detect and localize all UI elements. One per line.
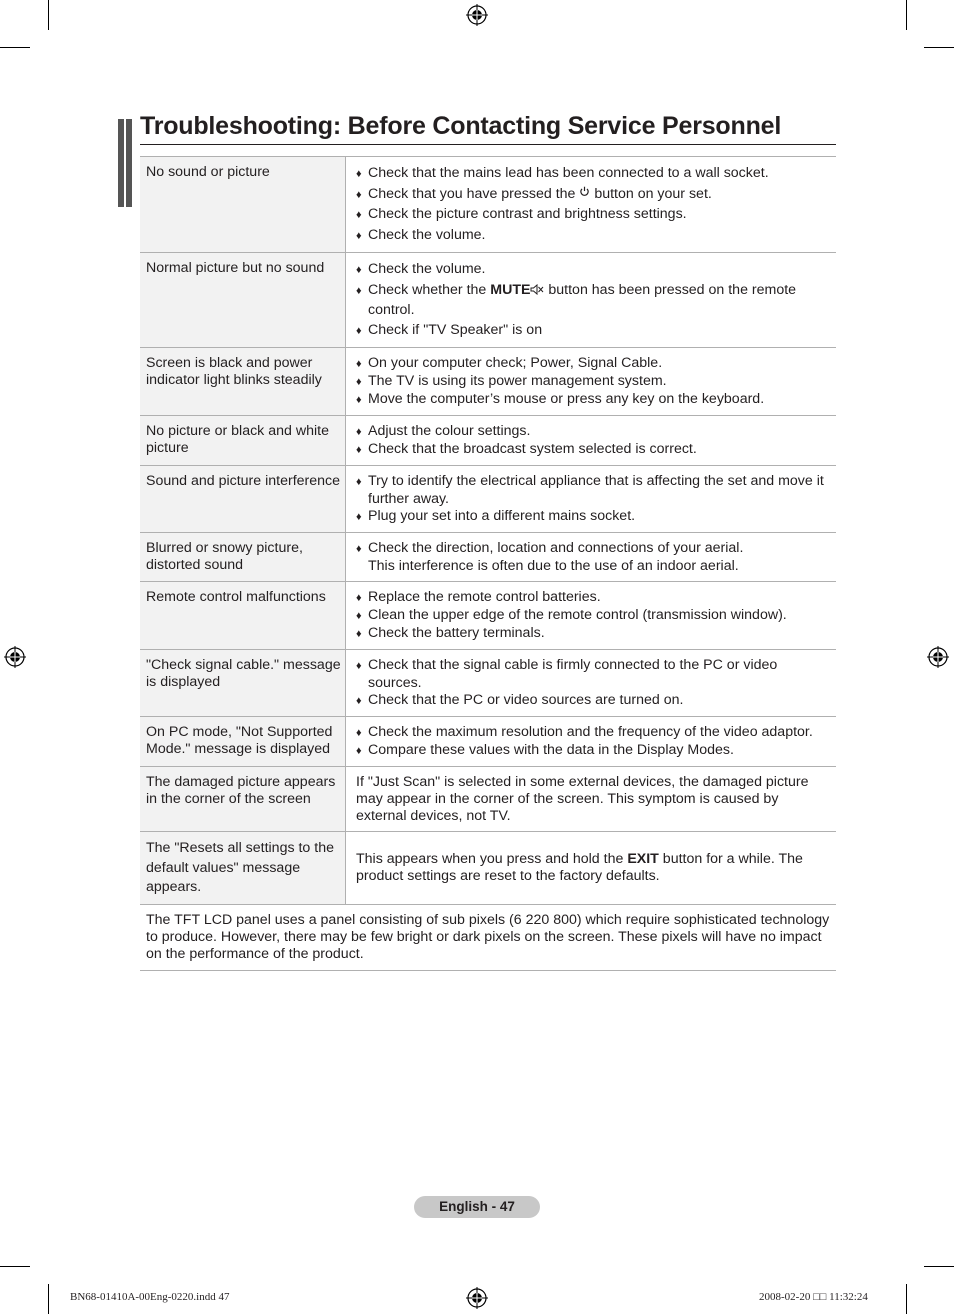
solution-item: ♦ Check the volume. — [356, 260, 832, 281]
title-accent-bar — [118, 119, 124, 207]
table-row — [140, 832, 836, 905]
problem-cell: The "Resets all settings to the default values" message appears. — [140, 832, 346, 905]
slug-timestamp: 2008-02-20 □□ 11:32:24 — [759, 1291, 868, 1303]
crop-mark — [906, 0, 907, 30]
table-row — [140, 157, 836, 253]
solution-item: ♦ Clean the upper edge of the remote control (transmission window). — [356, 607, 832, 625]
problem-cell: Sound and picture interference — [140, 466, 346, 533]
solution-cell — [346, 157, 837, 253]
table-row — [140, 767, 836, 832]
page-number-label: English - 47 — [414, 1196, 540, 1218]
mute-label: MUTE — [490, 281, 531, 298]
solution-item: ♦ Check that the broadcast system selected is correct. — [356, 441, 832, 459]
table-row — [140, 466, 836, 533]
problem-cell: The damaged picture appears in the corner of the screen — [140, 767, 346, 832]
solution-item: ♦ Check that the PC or video sources are turned on. — [356, 692, 832, 710]
solution-item: ♦ Check that you have pressed the button on your set. — [356, 185, 832, 206]
problem-cell: Remote control malfunctions — [140, 582, 346, 650]
solution-item: ♦ Check that the signal cable is firmly connected to the PC or video sources. — [356, 657, 832, 692]
table-row — [140, 650, 836, 717]
panel-note: The TFT LCD panel uses a panel consisting of sub pixels (6 220 800) which require sophisticated technology to produce. However, there may be few bright or dark pixels on the screen. These pixels will have no impact on the performance of the product. — [140, 904, 836, 970]
table-row — [140, 904, 836, 970]
solution-cell: If "Just Scan" is selected in some external devices, the damaged picture may appear in the corner of the screen. This symptom is caused by external devices, not TV. — [346, 767, 837, 832]
exit-label: EXIT — [627, 851, 659, 868]
crop-mark — [48, 0, 49, 30]
crop-mark — [924, 1266, 954, 1267]
crop-mark — [906, 1284, 907, 1314]
problem-cell: No sound or picture — [140, 157, 346, 253]
solution-cell — [346, 582, 837, 650]
solution-item: ♦ Check the battery terminals. — [356, 625, 832, 643]
solution-cell — [346, 348, 837, 416]
solution-item: ♦ Check the picture contrast and brightness settings. — [356, 205, 832, 226]
problem-cell: Normal picture but no sound — [140, 253, 346, 348]
solution-cell — [346, 253, 837, 348]
crop-mark — [0, 1266, 30, 1267]
table-row — [140, 582, 836, 650]
solution-cell — [346, 650, 837, 717]
registration-mark-icon — [4, 646, 26, 668]
solution-item: ♦ Move the computer’s mouse or press any key on the keyboard. — [356, 391, 832, 409]
title-accent-bar — [126, 119, 132, 207]
crop-mark — [0, 47, 30, 48]
problem-cell: Screen is black and power indicator light blinks steadily — [140, 348, 346, 416]
problem-cell: Blurred or snowy picture, distorted sound — [140, 533, 346, 582]
registration-mark-icon — [927, 646, 949, 668]
slug-filename: BN68-01410A-00Eng-0220.indd 47 — [70, 1291, 230, 1303]
solution-item: ♦ On your computer check; Power, Signal Cable. — [356, 355, 832, 373]
solution-item: ♦ Check whether the MUTE button has been pressed on the remote control. — [356, 281, 832, 321]
solution-item: ♦ Try to identify the electrical appliance that is affecting the set and move it further away. — [356, 473, 832, 508]
solution-cell — [346, 533, 837, 582]
solution-cell — [346, 717, 837, 767]
crop-mark — [924, 47, 954, 48]
solution-item: ♦ Adjust the colour settings. — [356, 423, 832, 441]
solution-item: ♦ The TV is using its power management system. — [356, 373, 832, 391]
registration-mark-icon — [466, 1287, 488, 1309]
solution-item: ♦ Check the maximum resolution and the frequency of the video adaptor. — [356, 724, 832, 742]
crop-mark — [48, 1284, 49, 1314]
table-row — [140, 416, 836, 466]
solution-item: ♦ Check if "TV Speaker" is on — [356, 321, 832, 342]
table-row — [140, 348, 836, 416]
solution-item: ♦ Plug your set into a different mains socket. — [356, 508, 832, 526]
solution-continuation: This interference is often due to the use of an indoor aerial. — [368, 558, 739, 574]
problem-cell: No picture or black and white picture — [140, 416, 346, 466]
troubleshooting-table — [140, 156, 836, 971]
mute-icon — [530, 284, 544, 295]
power-icon — [579, 186, 590, 197]
solution-item: ♦ Compare these values with the data in the Display Modes. — [356, 742, 832, 760]
solution-item: ♦ Check the volume. — [356, 226, 832, 247]
table-row — [140, 717, 836, 767]
problem-cell: On PC mode, "Not Supported Mode." message is displayed — [140, 717, 346, 767]
registration-mark-icon — [466, 4, 488, 26]
solution-item: ♦ Replace the remote control batteries. — [356, 589, 832, 607]
solution-cell — [346, 416, 837, 466]
problem-cell: "Check signal cable." message is displayed — [140, 650, 346, 717]
page-title: Troubleshooting: Before Contacting Service Personnel — [140, 112, 836, 145]
solution-cell — [346, 466, 837, 533]
solution-item: ♦ Check that the mains lead has been connected to a wall socket. — [356, 164, 832, 185]
solution-cell: This appears when you press and hold the EXIT button for a while. The product settings are reset to the factory defaults. — [346, 832, 837, 905]
table-row — [140, 533, 836, 582]
table-row — [140, 253, 836, 348]
solution-item: ♦ Check the direction, location and connections of your aerial. — [356, 540, 832, 558]
